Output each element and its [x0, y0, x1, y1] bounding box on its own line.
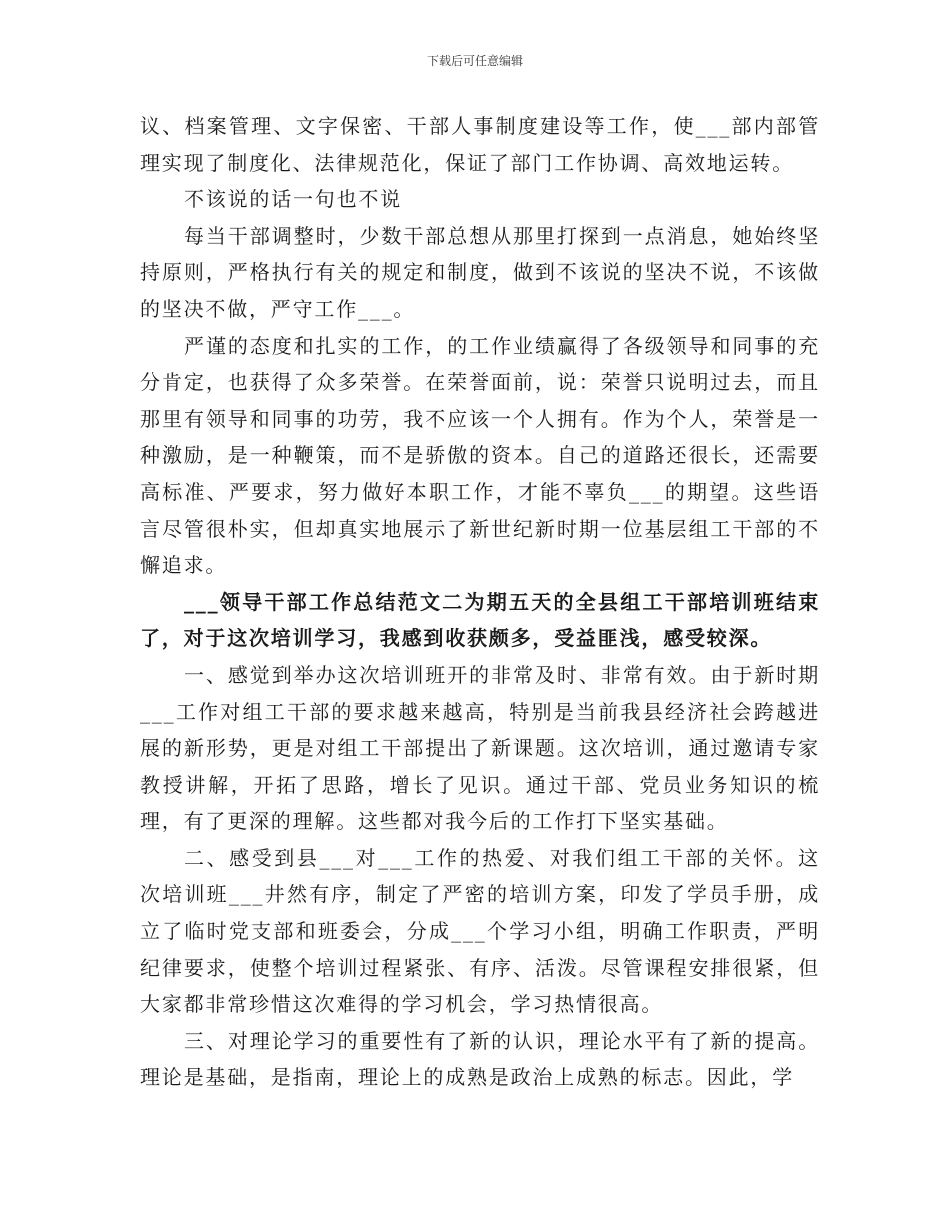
section-heading: ___领导干部工作总结范文二为期五天的全县组工干部培训班结束了，对于这次培训学习，我感到收获颇多，受益匪浅，感受较深。: [140, 589, 820, 651]
paragraph: 一、感觉到举办这次培训班开的非常及时、非常有效。由于新时期___工作对组工干部的要求越来越高，特别是当前我县经济社会跨越进展的新形势，更是对组工干部提出了新课题。这次培训，通过邀请专家教授讲解，开拓了思路，增长了见识。通过干部、党员业务知识的梳理，有了更深的理解。这些都对我今后的工作打下坚实基础。: [140, 662, 820, 834]
paragraph: 三、对理论学习的重要性有了新的认识，理论水平有了新的提高。理论是基础，是指南，理论上的成熟是政治上成熟的标志。因此，学: [140, 1028, 820, 1090]
paragraph: 严谨的态度和扎实的工作，的工作业绩赢得了各级领导和同事的充分肯定，也获得了众多荣誉。在荣誉面前，说：荣誉只说明过去，而且那里有领导和同事的功劳，我不应该一个人拥有。作为个人，荣誉是一种激励，是一种鞭策，而不是骄傲的资本。自己的道路还很长，还需要高标准、严要求，努力做好本职工作，才能不辜负___的期望。这些语言尽管很朴实，但却真实地展示了新世纪新时期一位基层组工干部的不懈追求。: [140, 333, 820, 578]
page-header-note: 下载后可任意编辑: [426, 54, 523, 68]
paragraph-continuation: 议、档案管理、文字保密、干部人事制度建设等工作，使___部内部管理实现了制度化、法律规范化，保证了部门工作协调、高效地运转。: [140, 114, 820, 175]
paragraph: 二、感受到县___对___工作的热爱、对我们组工干部的关怀。这次培训班___井然有序，制定了严密的培训方案，印发了学员手册，成立了临时党支部和班委会，分成___个学习小组，明确工作职责，严明纪律要求，使整个培训过程紧张、有序、活泼。尽管课程安排很紧，但大家都非常珍惜这次难得的学习机会，学习热情很高。: [140, 845, 820, 1017]
paragraph: 每当干部调整时，少数干部总想从那里打探到一点消息，她始终坚持原则，严格执行有关的规定和制度，做到不该说的坚决不说，不该做的坚决不做，严守工作___。: [140, 223, 820, 321]
section-subtitle: 不该说的话一句也不说: [184, 187, 402, 212]
document-body: [140, 108, 820, 1096]
